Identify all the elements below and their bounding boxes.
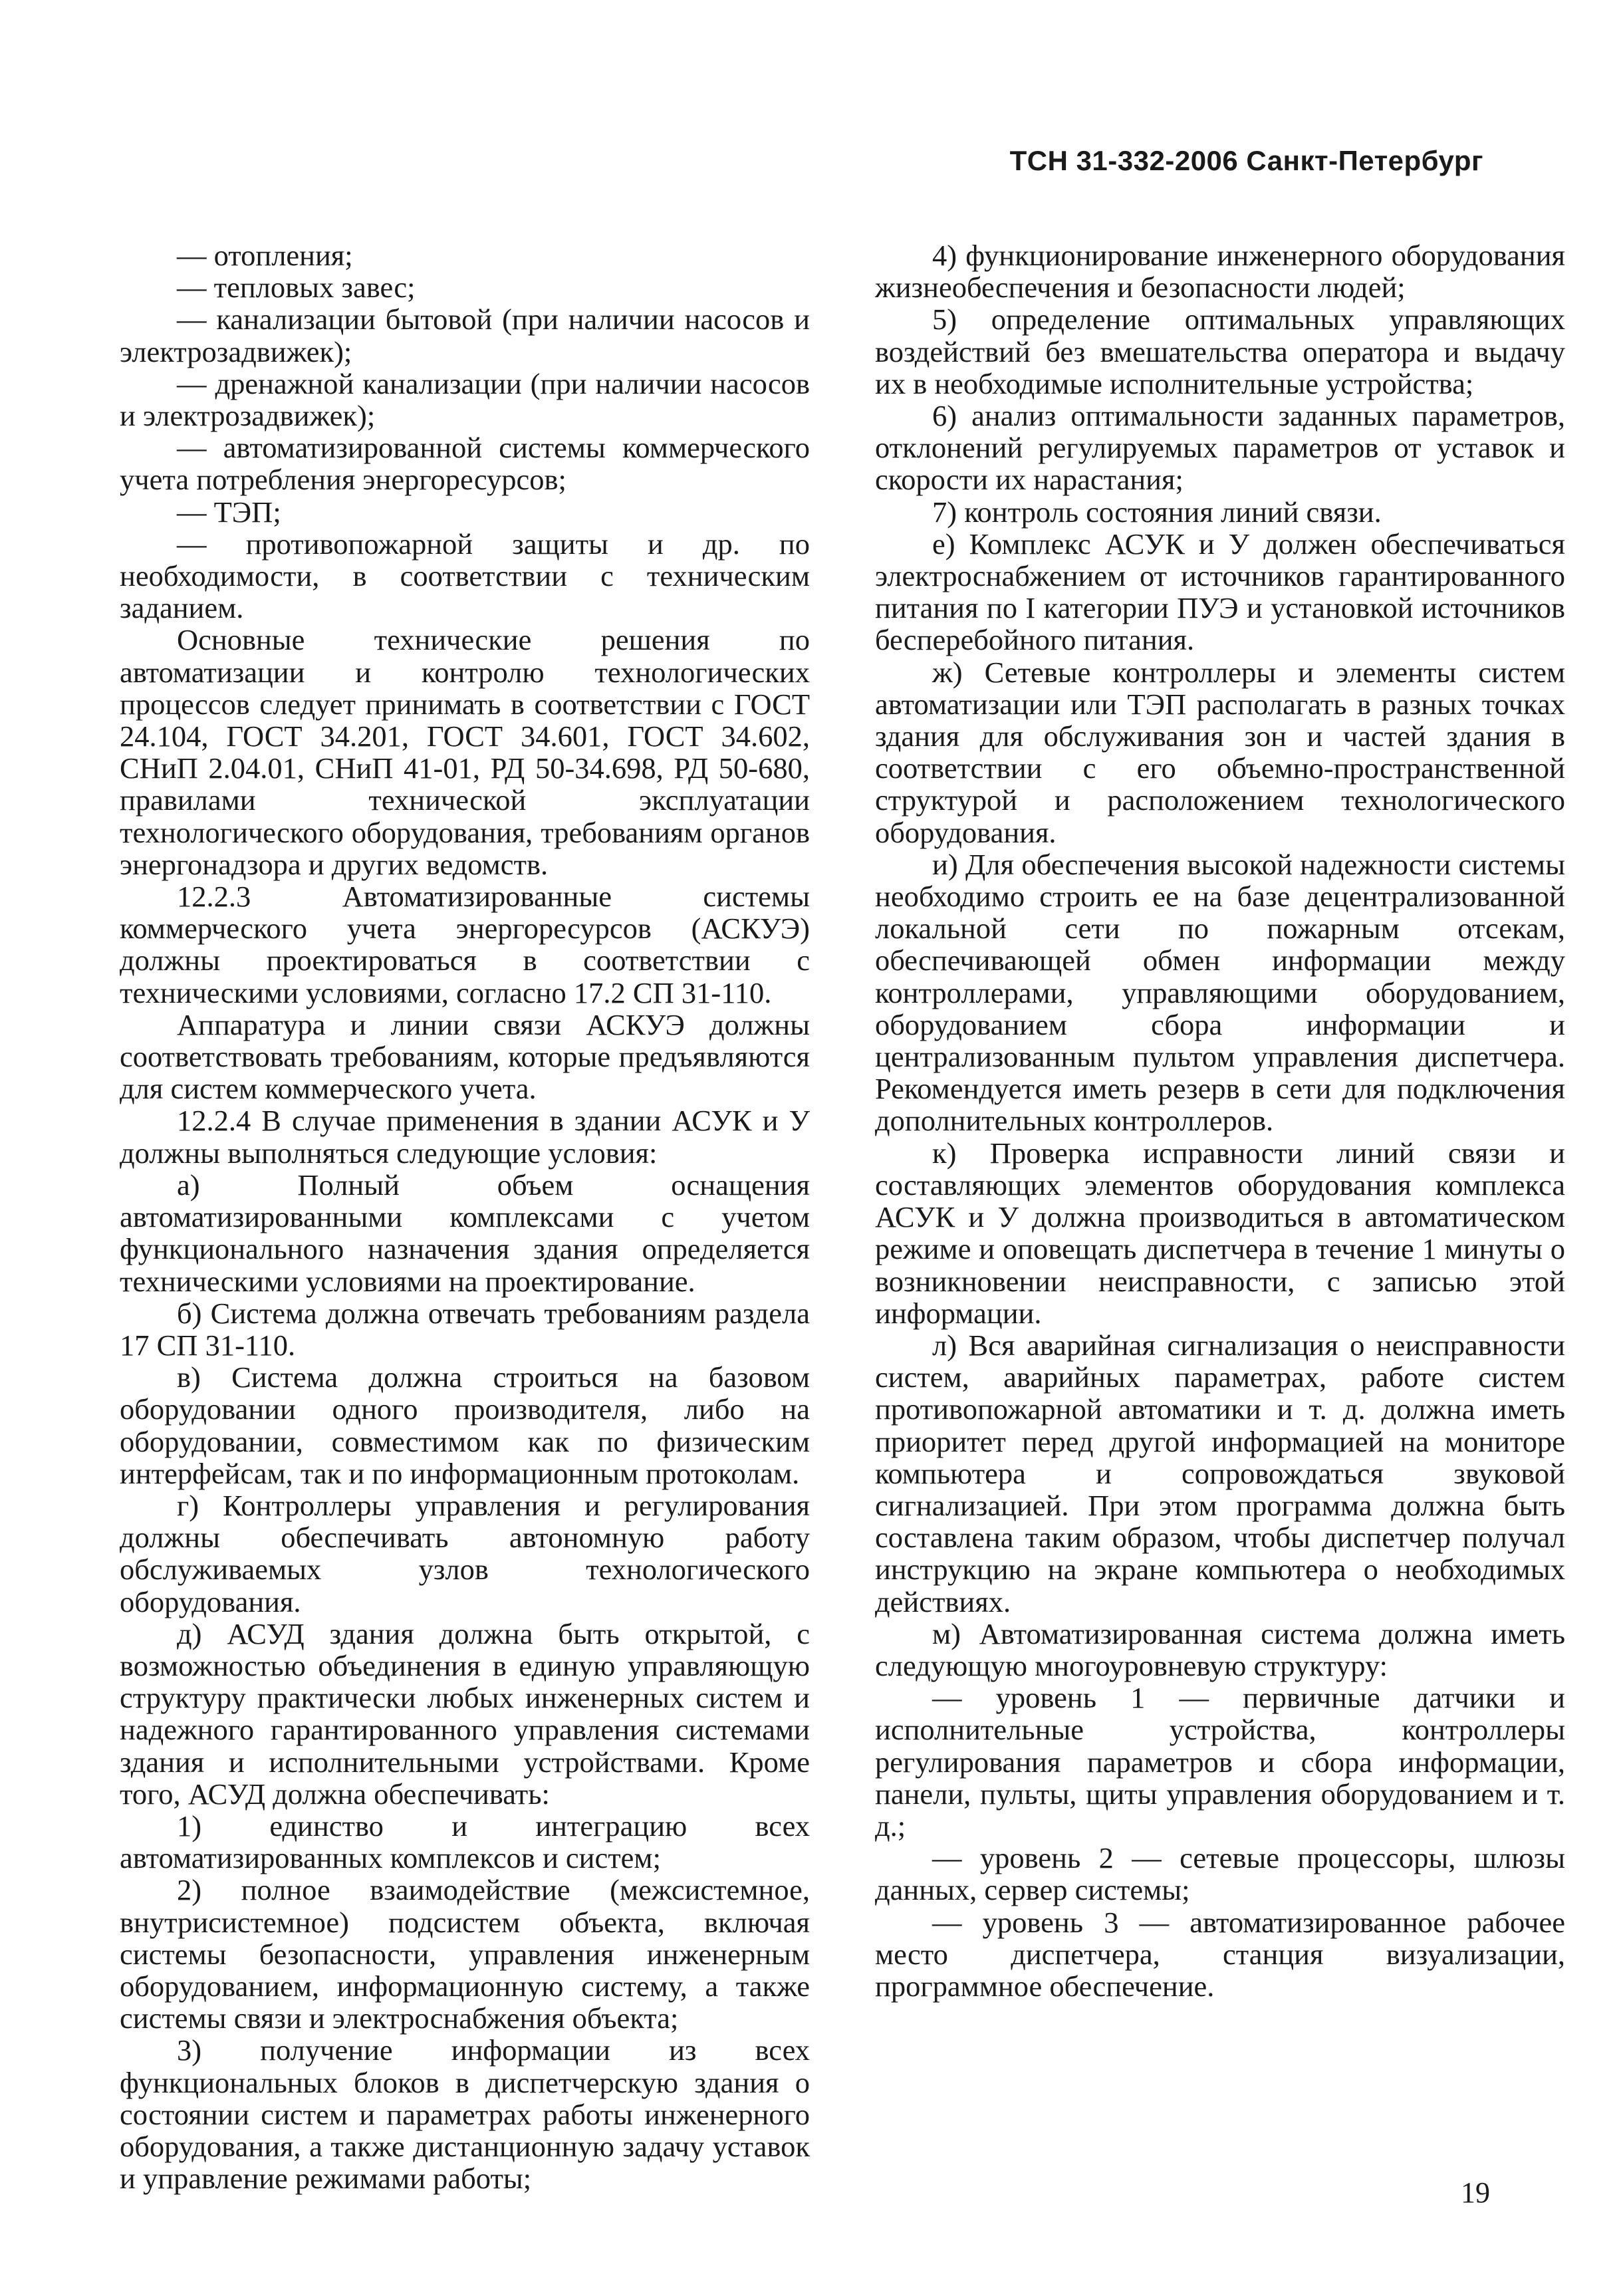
paragraph: и) Для обеспечения высокой надежности системы необходимо строить ее на базе децентрализованной локальной сети по пожарным отсекам, обеспечивающей обмен информации между контроллерами, управляющими оборудованием, оборудованием сбора информации и централизованным пультом управления диспетчера. Рекомендуется иметь резерв в сети для подключения дополнительных контроллеров. xyxy=(875,847,1565,1138)
paragraph: 7) контроль состояния линий связи. xyxy=(932,495,1382,529)
paragraph: к) Проверка исправности линий связи и составляющих элементов оборудования комплекса АСУК и У должна производиться в автоматическом режиме и оповещать диспетчера в течение 1 минуты о возникновении неисправности, с записью этой информации. xyxy=(875,1136,1565,1330)
paragraph: 12.2.4 В случае применения в здании АСУК и У должны выполняться следующие условия: xyxy=(120,1104,810,1170)
paragraph: д) АСУД здания должна быть открытой, с возможностью объединения в единую управляющую структуру практически любых инженерных систем и надежного гарантированного управления системами здания и исполнительными устройствами. Кроме того, АСУД должна обеспечивать: xyxy=(120,1616,810,1811)
paragraph: 1) единство и интеграцию всех автоматизированных комплексов и систем; xyxy=(120,1809,810,1875)
paragraph: а) Полный объем оснащения автоматизированными комплексами с учетом функционального назначения здания определяется техническими условиями на проектирование. xyxy=(120,1168,810,1298)
paragraph: ж) Сетевые контроллеры и элементы систем автоматизации или ТЭП располагать в разных точках здания для обслуживания зон и частей здания в соответствии с его объемно-пространственной структурой и расположением технологического оборудования. xyxy=(875,655,1565,849)
paragraph: Аппаратура и линии связи АСКУЭ должны соответствовать требованиям, которые предъявляются для систем коммерческого учета. xyxy=(120,1007,810,1106)
paragraph: Основные технические решения по автоматизации и контролю технологических процессов следует принимать в соответствии с ГОСТ 24.104, ГОСТ 34.201, ГОСТ 34.601, ГОСТ 34.602, СНиП 2.04.01, СНиП 41-01, РД 50-34.698, РД 50-680, правилами технической эксплуатации технологического оборудования, требованиям органов энергонадзора и других ведомств. xyxy=(120,623,810,881)
paragraph: е) Комплекс АСУК и У должен обеспечиваться электроснабжением от источников гарантированного питания по I категории ПУЭ и установкой источников бесперебойного питания. xyxy=(875,527,1565,657)
paragraph: м) Автоматизированная система должна иметь следующую многоуровневую структуру: xyxy=(875,1616,1565,1682)
paragraph: 6) анализ оптимальности заданных параметров, отклонений регулируемых параметров от уставок и скорости их нарастания; xyxy=(875,399,1565,497)
paragraph: л) Вся аварийная сигнализация о неисправности систем, аварийных параметрах, работе систем противопожарной автоматики и т. д. должна иметь приоритет перед другой информацией на мониторе компьютера и сопровождаться звуковой сигнализацией. При этом программа должна быть составлена таким образом, чтобы диспетчер получал инструкцию на экране компьютера о необходимых действиях. xyxy=(875,1328,1565,1618)
left-column xyxy=(120,239,810,2194)
paragraph: — уровень 2 — сетевые процессоры, шлюзы данных, сервер системы; xyxy=(875,1841,1565,1907)
paragraph: 2) полное взаимодействие (межсистемное, внутрисистемное) подсистем объекта, включая системы безопасности, управления инженерным оборудованием, информационную систему, а также системы связи и электроснабжения объекта; xyxy=(120,1873,810,2035)
paragraph: — тепловых завес; xyxy=(177,271,416,305)
paragraph: 12.2.3 Автоматизированные системы коммерческого учета энергоресурсов (АСКУЭ) должны проектироваться в соответствии с техническими условиями, согласно 17.2 СП 31-110. xyxy=(120,880,810,1009)
running-header: ТСН 31-332-2006 Санкт-Петербург xyxy=(1009,145,1483,176)
paragraph: г) Контроллеры управления и регулирования должны обеспечивать автономную работу обслуживаемых узлов технологического оборудования. xyxy=(120,1488,810,1618)
paragraph: 3) получение информации из всех функциональных блоков в диспетчерскую здания о состоянии систем и параметрах работы инженерного оборудования, а также дистанционную задачу уставок и управление режимами работы; xyxy=(120,2033,810,2196)
paragraph: — автоматизированной системы коммерческого учета потребления энергоресурсов; xyxy=(120,431,810,497)
paragraph: — отопления; xyxy=(177,239,353,272)
paragraph: б) Система должна отвечать требованиям раздела 17 СП 31-110. xyxy=(120,1296,810,1362)
paragraph: — канализации бытовой (при наличии насосов и электрозадвижек); xyxy=(120,303,810,368)
page-number: 19 xyxy=(1461,2176,1490,2209)
paragraph: — ТЭП; xyxy=(177,495,281,529)
paragraph: в) Система должна строиться на базовом оборудовании одного производителя, либо на оборудовании, совместимом как по физическим интерфейсам, так и по информационным протоколам. xyxy=(120,1360,810,1490)
right-column xyxy=(875,239,1565,2002)
paragraph: 4) функционирование инженерного оборудования жизнеобеспечения и безопасности людей; xyxy=(875,239,1565,305)
paragraph: — уровень 3 — автоматизированное рабочее место диспетчера, станция визуализации, программное обеспечение. xyxy=(875,1905,1565,2003)
paragraph: — дренажной канализации (при наличии насосов и электрозадвижек); xyxy=(120,366,810,433)
paragraph: 5) определение оптимальных управляющих воздействий без вмешательства оператора и выдачу их в необходимые исполнительные устройства; xyxy=(875,303,1565,400)
paragraph: — противопожарной защиты и др. по необходимости, в соответствии с техническим заданием. xyxy=(120,527,810,625)
paragraph: — уровень 1 — первичные датчики и исполнительные устройства, контроллеры регулирования параметров и сбора информации, панели, пульты, щиты управления оборудованием и т. д.; xyxy=(875,1681,1565,1843)
